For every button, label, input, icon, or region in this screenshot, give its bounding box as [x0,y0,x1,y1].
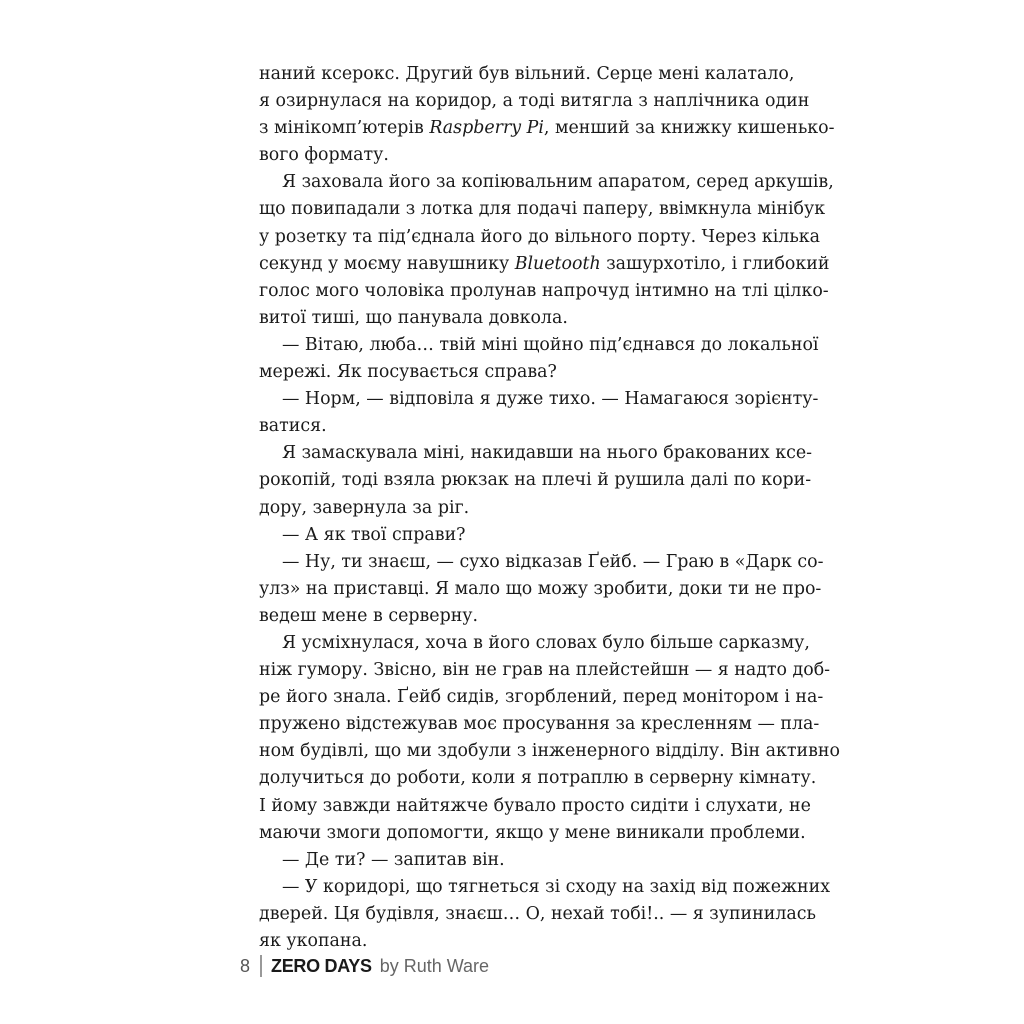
text-run: , менший за книжку кишенько- [543,118,835,139]
text-line: ведеш мене в серверну. [259,605,479,626]
text-line: ніж гумору. Звісно, він не грав на плейстейшн — я надто доб- [259,660,831,681]
text-line: Я замаскувала міні, накидавши на нього бракованих ксе- [282,443,813,464]
footer-divider [260,955,262,977]
text-line: вого формату. [259,145,389,166]
text-line: ватися. [259,416,327,437]
text-run: зашурхотіло, і глибокий [600,253,830,274]
text-line: дору, завернула за ріг. [259,497,470,518]
page-number: 8 [240,955,251,976]
text-line: голос мого чоловіка пролунав напрочуд інтимно на тлі цілко- [259,280,829,301]
italic-term: Bluetooth [514,253,601,274]
text-line: — Вітаю, люба… твій міні щойно під’єднався до локальної [282,334,819,355]
text-line: — Норм, — відповіла я дуже тихо. — Намагаюся зорієнту- [282,389,819,410]
text-line: пружено відстежував моє просування за кресленням — пла- [259,714,820,735]
text-line: ном будівлі, що ми здобули з інженерного відділу. Він активно [259,741,840,762]
text-line: рокопій, тоді взяла рюкзак на плечі й рушила далі по кори- [259,470,812,491]
text-line: у розетку та під’єднала його до вільного порту. Через кілька [259,226,821,247]
text-run: секунд у моєму навушнику [259,253,515,274]
text-line: що повипадали з лотка для подачі паперу, ввімкнула мінібук [259,199,826,220]
body-text [259,61,840,955]
text-line: долучиться до роботи, коли я потраплю в серверну кімнату. [259,768,817,789]
text-line: — Де ти? — запитав він. [282,849,505,870]
text-line [259,115,835,142]
page-footer [240,955,489,977]
text-line: дверей. Ця будівля, знаєш… О, нехай тобі!.. — я зупинилась [259,903,816,924]
author-credit: by Ruth Ware [379,955,490,976]
text-line [259,251,830,278]
text-line: наний ксерокс. Другий був вільний. Серце мені калатало, [259,64,795,84]
text-line: я озирнулася на коридор, а тоді витягла з наплічника один [259,91,810,112]
italic-term: Raspberry Pi [429,118,544,139]
text-line: мережі. Як посувається справа? [259,362,557,383]
text-line: як укопана. [259,931,368,951]
text-line: Я усміхнулася, хоча в його словах було більше сарказму, [282,632,810,653]
text-line: маючи змоги допомогти, якщо у мене виникали проблеми. [259,822,806,843]
text-line: І йому завжди найтяжче бувало просто сидіти і слухати, не [259,795,811,816]
text-line: ре його знала. Ґейб сидів, згорблений, перед монітором і на- [259,687,824,708]
text-line: — А як твої справи? [282,524,466,545]
text-line: — Ну, ти знаєш, — сухо відказав Ґейб. — Граю в «Дарк со- [282,551,824,572]
text-line: Я заховала його за копіювальним апаратом, серед аркушів, [282,172,834,193]
text-run: з мінікомп’ютерів [259,118,430,139]
text-line: улз» на приставці. Я мало що можу зробити, доки ти не про- [259,578,822,599]
book-title: ZERO DAYS [271,955,372,976]
text-line: витої тиші, що панувала довкола. [259,307,568,328]
text-line: — У коридорі, що тягнеться зі сходу на захід від пожежних [282,876,831,897]
